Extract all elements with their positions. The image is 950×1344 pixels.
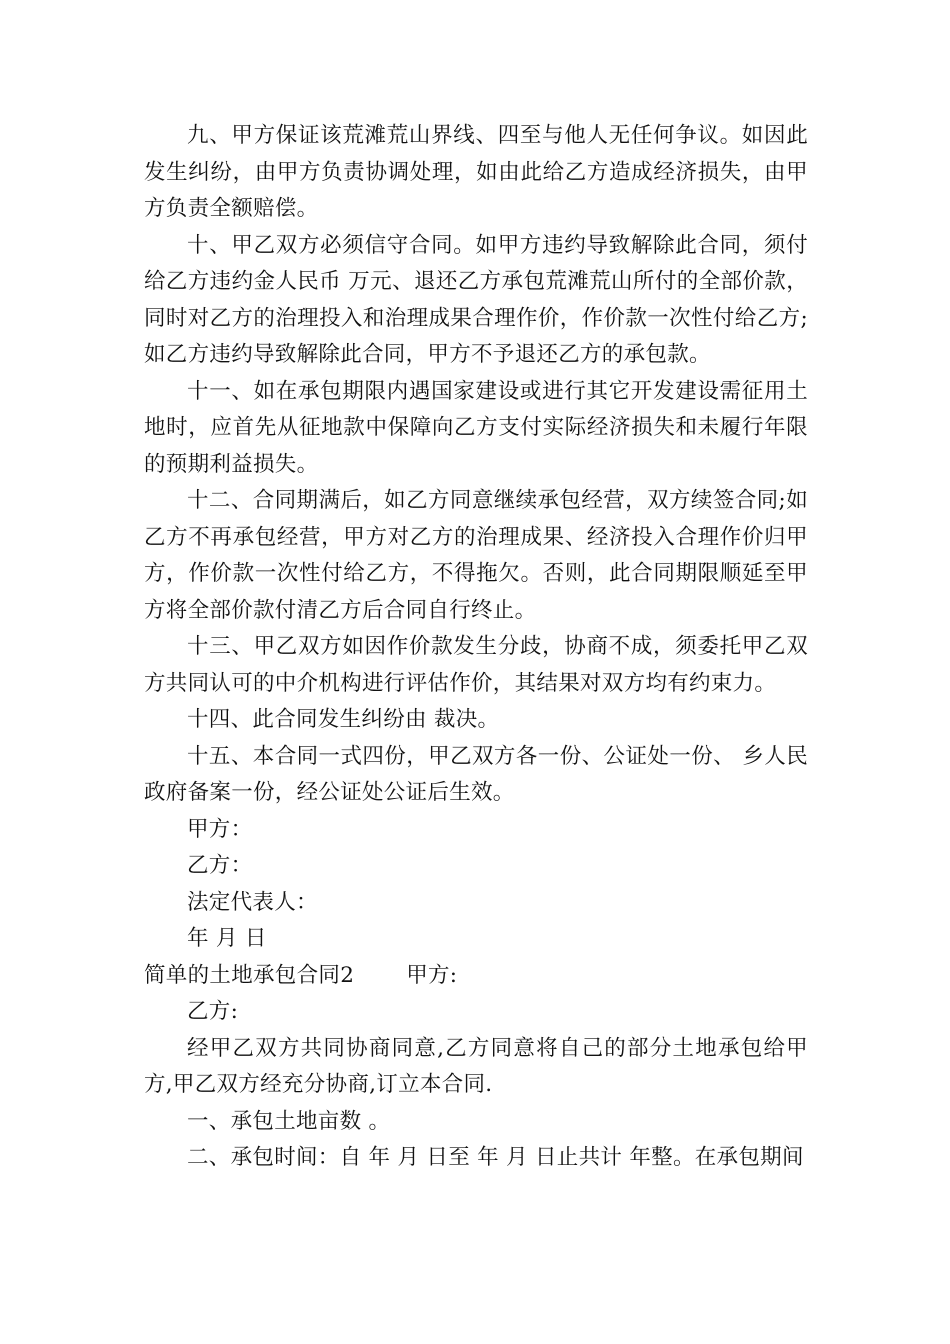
clause-9: 九、甲方保证该荒滩荒山界线、四至与他人无任何争议。如因此发生纠纷，由甲方负责协调处理，如由此给乙方造成经济损失，由甲方负责全额赔偿。 [144, 123, 808, 221]
clause-15: 十五、本合同一式四份，甲乙双方各一份、公证处一份、 乡人民政府备案一份，经公证处公证后生效。 [144, 743, 808, 805]
second-contract-party-a: 甲方: [406, 962, 458, 988]
second-contract-heading [144, 958, 808, 995]
second-contract-clause-1: 一、承包土地亩数 。 [187, 1108, 391, 1134]
clause-11: 十一、如在承包期限内遇国家建设或进行其它开发建设需征用土地时，应首先从征地款中保障向乙方支付实际经济损失和未履行年限的预期利益损失。 [144, 378, 808, 477]
second-contract-party-b: 乙方: [187, 999, 239, 1024]
signature-party-a: 甲方： [187, 816, 253, 842]
clause-10: 十、甲乙双方必须信守合同。如甲方违约导致解除此合同，须付给乙方违约金人民币 万元、退还乙方承包荒滩荒山所付的全部价款，同时对乙方的治理投入和治理成果合理作价，作价款一次性付给乙方;如乙方违约导致解除此合同，甲方不予退还乙方的承包款。 [144, 232, 808, 367]
clause-13: 十三、甲乙双方如因作价款发生分歧，协商不成，须委托甲乙双方共同认可的中介机构进行评估作价，其结果对双方均有约束力。 [144, 634, 808, 696]
signature-date: 年 月 日 [187, 926, 267, 951]
signature-legal-representative: 法定代表人： [187, 889, 318, 915]
second-contract-clause-2: 二、承包时间：自 年 月 日至 年 月 日止共计 年整。在承包期间 [187, 1145, 804, 1170]
clause-12: 十二、合同期满后，如乙方同意继续承包经营，双方续签合同;如乙方不再承包经营，甲方对乙方的治理成果、经济投入合理作价归甲方，作价款一次性付给乙方，不得拖欠。否则，此合同期限顺延至甲方将全部价款付清乙方后合同自行终止。 [144, 488, 808, 623]
clause-14: 十四、此合同发生纠纷由 裁决。 [187, 707, 500, 732]
second-contract-title: 简单的土地承包合同2 [144, 962, 355, 988]
document-body [144, 118, 808, 1177]
second-contract-preamble: 经甲乙双方共同协商同意,乙方同意将自己的部分土地承包给甲方,甲乙双方经充分协商,订立本合同. [144, 1035, 808, 1097]
signature-party-b: 乙方： [187, 853, 253, 878]
